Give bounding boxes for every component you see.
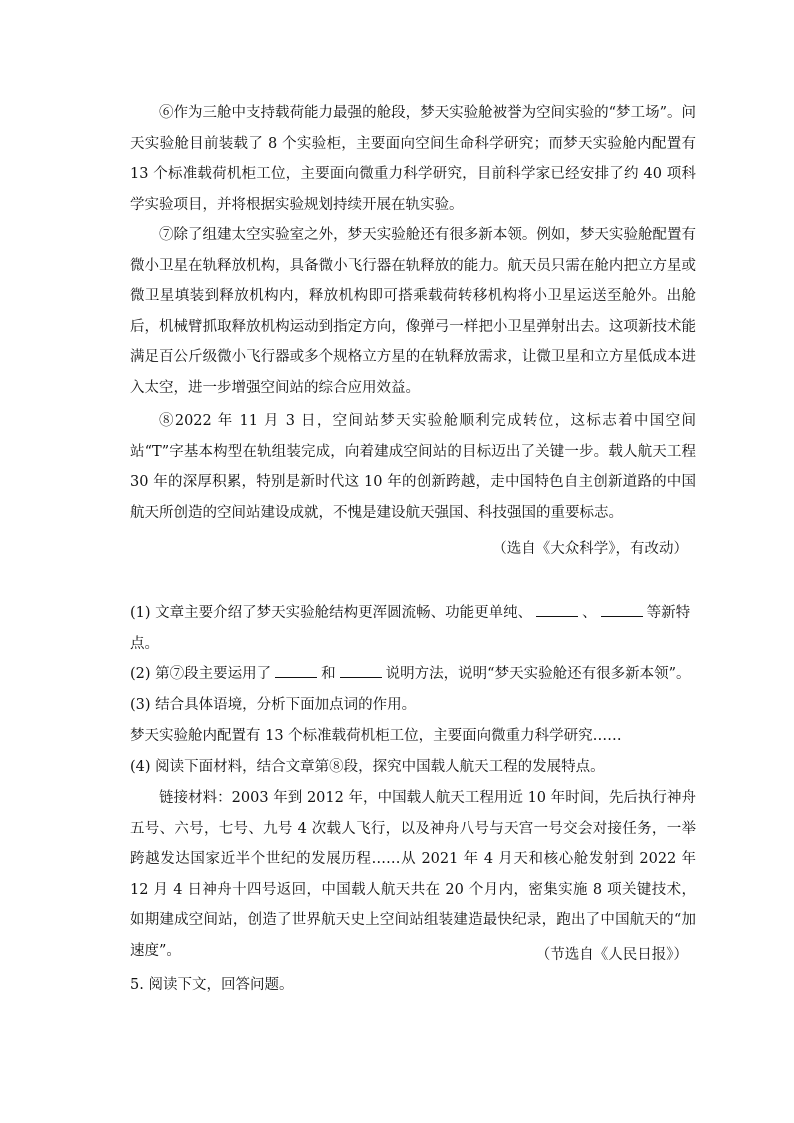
paragraph-6: ⑥作为三舱中支持载荷能力最强的舱段，梦天实验舱被誉为空间实验的“梦工场”。问天实验舱目前装载了 8 个实验柜，主要面向空间生命科学研究；而梦天实验舱内配置有 13 个标准载荷机柜工位，主要面向微重力科学研究，目前科学家已经安排了约 40 项科学实验项目，并将根据实验规划持续开展在轨实验。 [130,105,696,213]
question-1 [130,598,696,659]
link-material: 链接材料：2003 年到 2012 年，中国载人航天工程用近 10 年时间，先后执行神舟五号、六号，七号、九号 4 次载人飞行，以及神舟八号与天宫一号交会对接任务，一举跨越发达国家近半个世纪的发展历程……从 2021 年 4 月天和核心舱发射到 2022 年 12 月 4 日神舟十四号返回，中国载人航天共在 20 个月内，密集实施 8 项关键技术，如期建成空间站，创造了世界航天史上空间站组装建造最快纪录，跑出了中国航天的“加速度”。 [130,790,696,959]
paragraph-8: ⑧2022 年 11 月 3 日，空间站梦天实验舱顺利完成转位，这标志着中国空间站“T”字基本构型在轨组装完成，向着建成空间站的目标迈出了关键一步。载人航天工程 30 年的深厚积累，特别是新时代这 10 年的创新跨越，走中国特色自主创新道路的中国航天所创造的空间站建设成就，不愧是建设航天强国、科技强国的重要标志。 [130,413,696,521]
question-2-text-b: 说明方法，说明“梦天实验舱还有很多新本领”。 [385,666,691,682]
question-5-heading: 5. 阅读下文，回答问题。 [130,977,294,993]
answer-blank-2[interactable] [601,601,643,617]
link-material-source: （节选自《人民日报》） [535,947,688,963]
paragraph-7: ⑦除了组建太空实验室之外，梦天实验舱还有很多新本领。例如，梦天实验舱配置有微小卫星在轨释放机构，具备微小飞行器在轨释放的能力。航天员只需在舱内把立方星或微卫星填装到释放机构内，释放机构即可搭乘载荷转移机构将小卫星运送至舱外。出舱后，机械臂抓取释放机构运动到指定方向，像弹弓一样把小卫星弹射出去。这项新技术能满足百公斤级微小飞行器或多个规格立方星的在轨释放需求，让微卫星和立方星低成本进入太空，进一步增强空间站的综合应用效益。 [130,227,696,396]
question-2 [130,659,696,690]
answer-blank-1[interactable] [536,601,578,617]
question-3: (3) 结合具体语境，分析下面加点词的作用。 [130,697,417,713]
question-2-text-a: (2) 第⑦段主要运用了 [130,666,272,682]
question-2-and: 和 [321,666,336,682]
question-1-text-b: 等新特点。 [130,605,691,652]
answer-blank-4[interactable] [340,662,382,678]
question-4: (4) 阅读下面材料，结合文章第⑧段，探究中国载人航天工程的发展特点。 [130,759,605,775]
question-1-separator: 、 [582,605,597,621]
question-1-text-a: (1) 文章主要介绍了梦天实验舱结构更浑圆流畅、功能更单纯、 [130,605,533,621]
question-3-quote: 梦天实验舱内配置有 13 个标准载荷机柜工位，主要面向微重力科学研究…… [130,728,622,744]
answer-blank-3[interactable] [275,662,317,678]
passage-source: （选自《大众科学》，有改动） [492,541,688,557]
